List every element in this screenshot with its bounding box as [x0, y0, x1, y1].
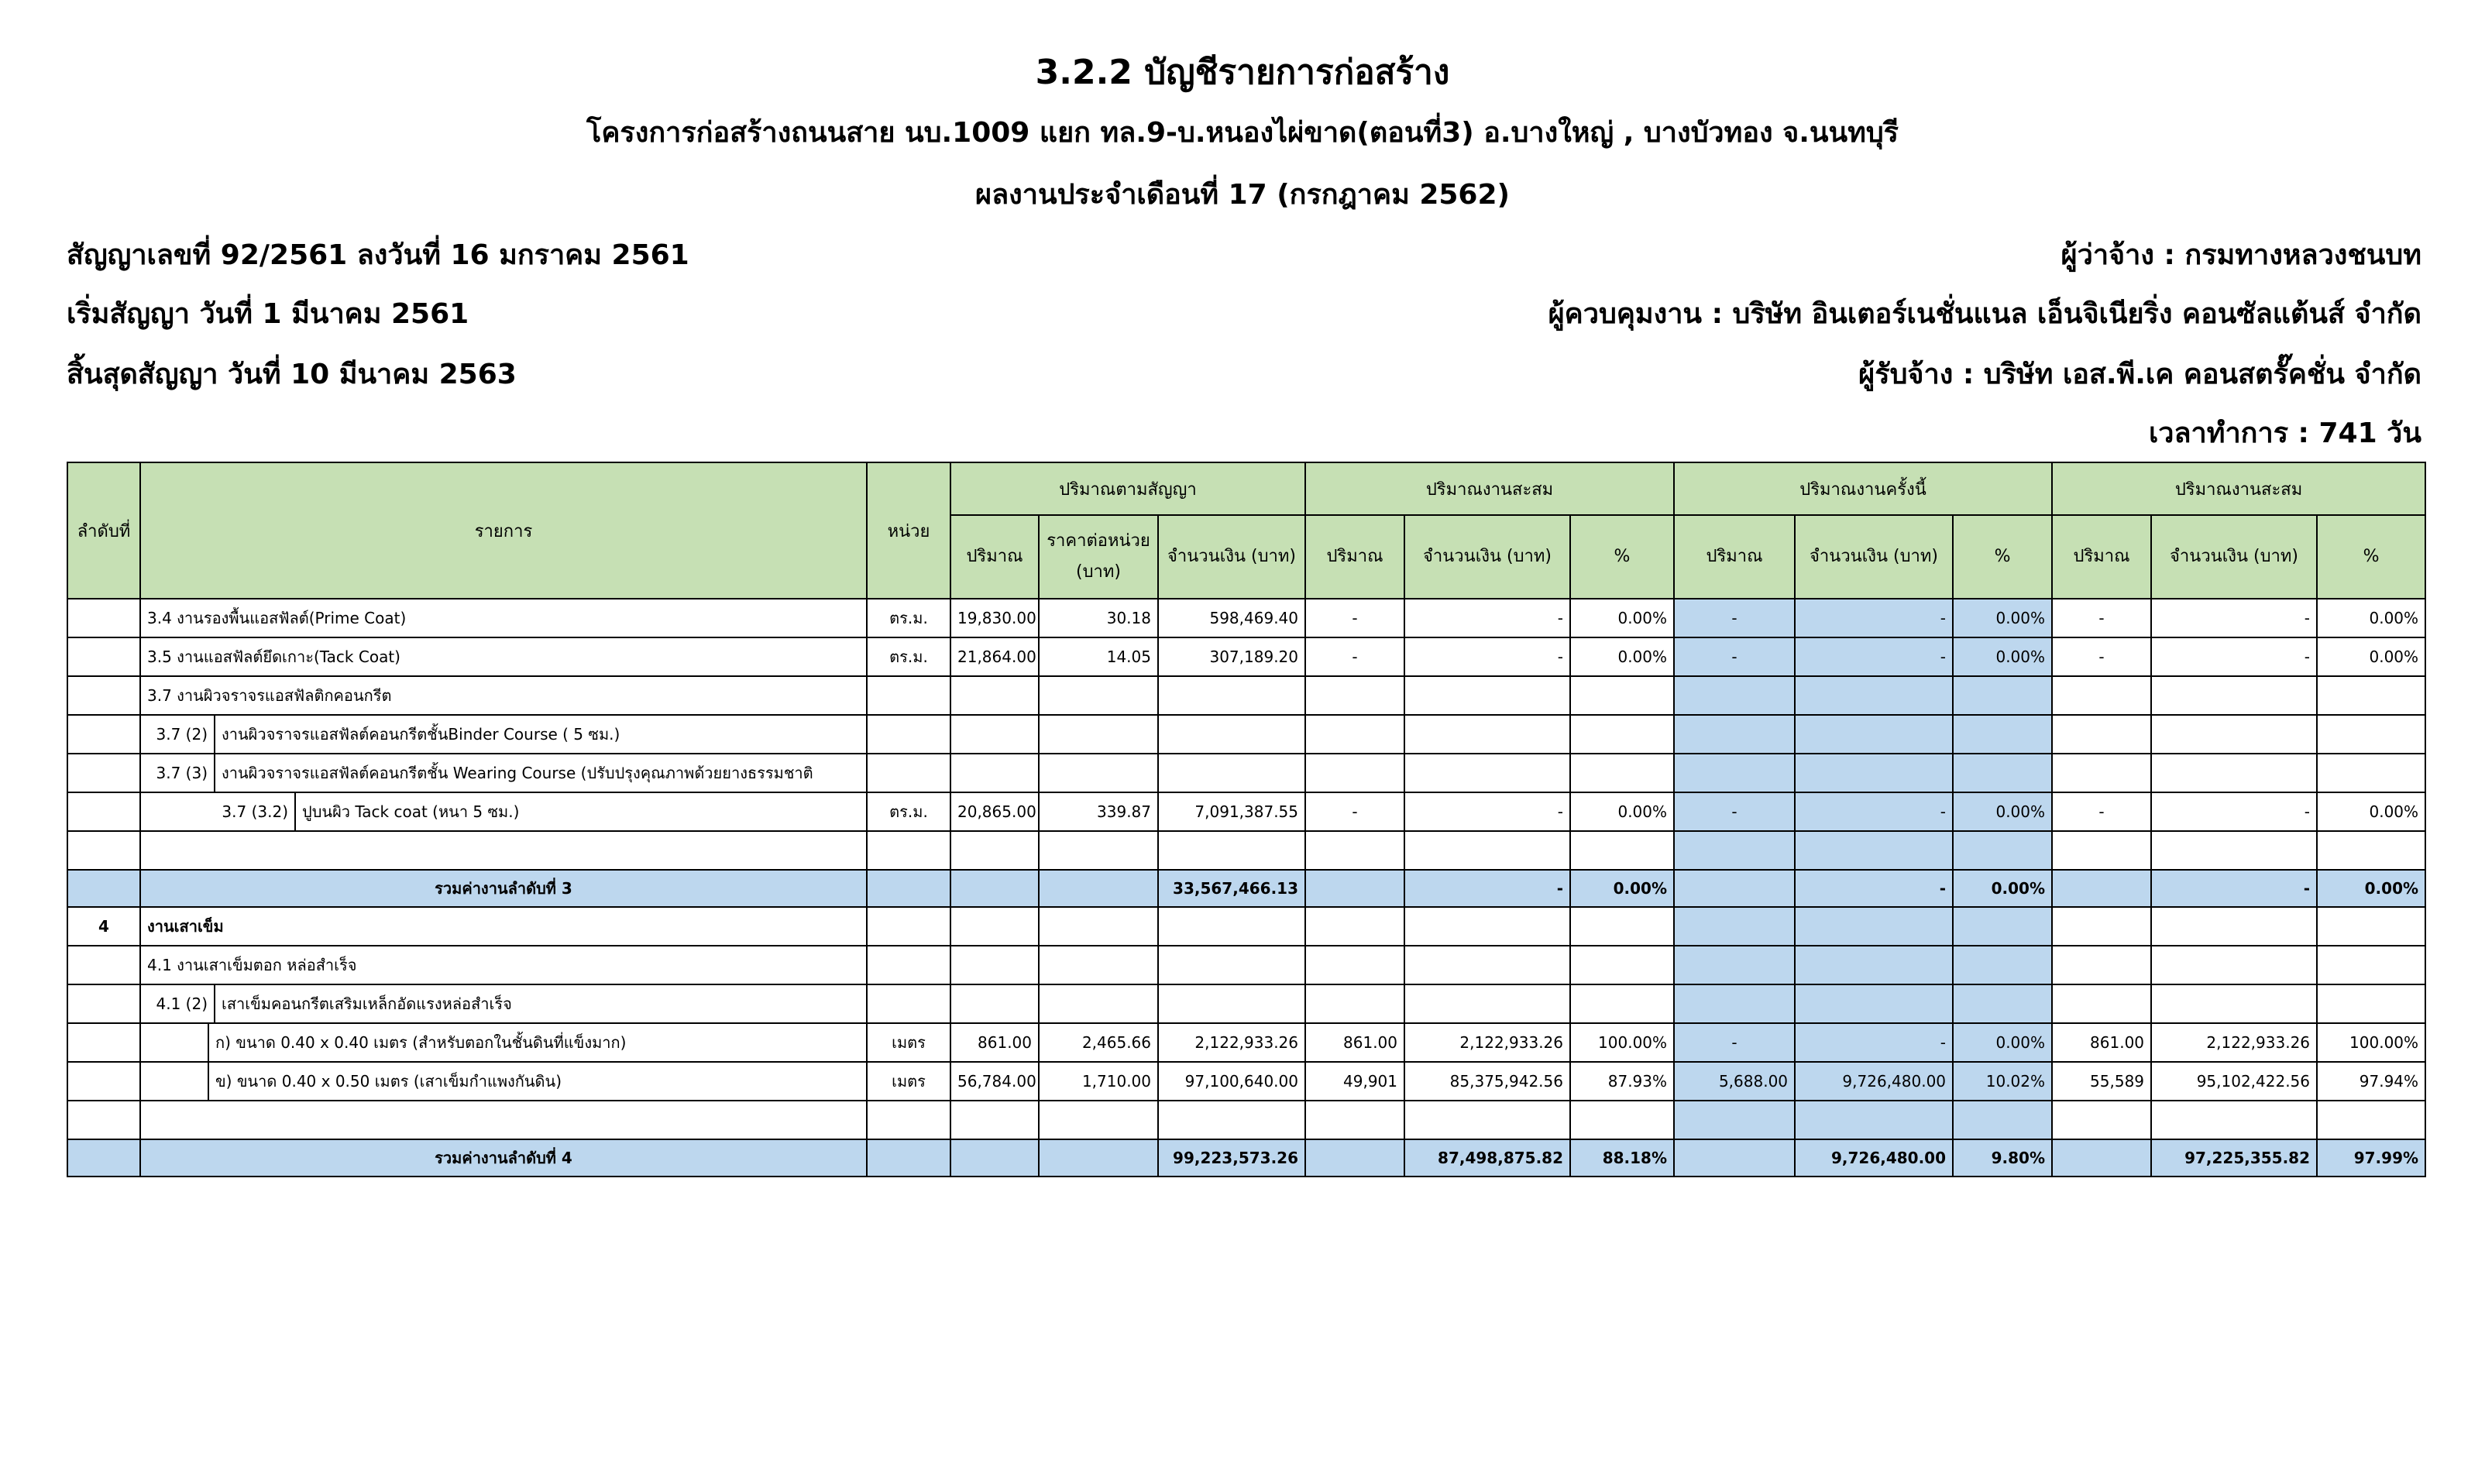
table-header-row [67, 462, 2425, 515]
contract-end: สิ้นสุดสัญญา วันที่ 10 มีนาคม 2563 [67, 359, 517, 390]
item-label: ก) ขนาด 0.40 x 0.40 เมตร (สำหรับตอกในชั้นดินที่แข็งมาก) [140, 1023, 867, 1062]
item-label: ข) ขนาด 0.40 x 0.50 เมตร (เสาเข็มกำแพงกันดิน) [140, 1062, 867, 1101]
table-row [67, 984, 2425, 1023]
col-total-amount: จำนวนเงิน (บาท) [2151, 515, 2317, 599]
contract-number: สัญญาเลขที่ 92/2561 ลงวันที่ 16 มกราคม 2561 [67, 239, 689, 271]
contract-start: เริ่มสัญญา วันที่ 1 มีนาคม 2561 [67, 298, 469, 330]
col-total-qty: ปริมาณ [2052, 515, 2151, 599]
col-this-amount: จำนวนเงิน (บาท) [1795, 515, 1953, 599]
col-group-cumulative-total: ปริมาณงานสะสม [2052, 462, 2425, 515]
item-label: 3.4 งานรองพื้นแอสฟัลต์(Prime Coat) [140, 599, 867, 637]
work-duration: เวลาทำการ : 741 วัน [2148, 417, 2421, 449]
contractor: ผู้รับจ้าง : บริษัท เอส.พี.เค คอนสตรั๊คชั่น จำกัด [1858, 359, 2421, 390]
table-row [67, 715, 2425, 754]
col-amount: จำนวนเงิน (บาท) [1158, 515, 1305, 599]
supervisor: ผู้ควบคุมงาน : บริษัท อินเตอร์เนชั่นแนล เอ็นจิเนียริ่ง คอนซัลแต้นส์ จำกัด [1548, 298, 2421, 330]
item-label: 3.7 (3) งานผิวจราจรแอสฟัลต์คอนกรีตชั้น Wearing Course (ปรับปรุงคุณภาพด้วยยางธรรมชาติ [140, 754, 867, 792]
col-group-cumulative: ปริมาณงานสะสม [1305, 462, 1674, 515]
table-row: 3.5 งานแอสฟัลต์ยึดเกาะ(Tack Coat) ตร.ม. 21,864.00 14.05 307,189.20 - - 0.00% - - 0.00% - - 0.00% [67, 637, 2425, 676]
col-item: รายการ [140, 462, 867, 599]
col-this-qty: ปริมาณ [1674, 515, 1795, 599]
item-label: งานเสาเข็ม [140, 907, 867, 946]
item-label: 4.1 (2) เสาเข็มคอนกรีตเสริมเหล็กอัดแรงหล่อสำเร็จ [140, 984, 867, 1023]
construction-items-table [67, 462, 2426, 1177]
table-row: 4 งานเสาเข็ม [67, 907, 2425, 946]
col-seq: ลำดับที่ [67, 462, 140, 599]
item-label: 3.7 (2) งานผิวจราจรแอสฟัลต์คอนกรีตชั้นBinder Course ( 5 ซม.) [140, 715, 867, 754]
employer: ผู้ว่าจ้าง : กรมทางหลวงชนบท [2061, 239, 2421, 271]
item-label: 3.7 งานผิวจราจรแอสฟัลติกคอนกรีต [140, 676, 867, 715]
item-label: 3.5 งานแอสฟัลต์ยึดเกาะ(Tack Coat) [140, 637, 867, 676]
col-qty: ปริมาณ [950, 515, 1039, 599]
item-label: 3.7 (3.2) ปูบนผิว Tack coat (หนา 5 ซม.) [140, 792, 867, 831]
col-group-contract: ปริมาณตามสัญญา [950, 462, 1305, 515]
table-row: ข) ขนาด 0.40 x 0.50 เมตร (เสาเข็มกำแพงกันดิน) เมตร 56,784.00 1,710.00 97,100,640.00 49,901 85,375,942.56 87.93% 5,688.00 9,726,480.00 10.02% 55,589 95,102,422.56 97.94% [67, 1062, 2425, 1101]
col-group-this-period: ปริมาณงานครั้งนี้ [1674, 462, 2052, 515]
col-this-pct: % [1953, 515, 2052, 599]
item-label: 4.1 งานเสาเข็มตอก หล่อสำเร็จ [140, 946, 867, 984]
col-total-pct: % [2317, 515, 2425, 599]
table-row [67, 946, 2425, 984]
project-name: โครงการก่อสร้างถนนสาย นบ.1009 แยก ทล.9-บ.หนองไผ่ขาด(ตอนที่3) อ.บางใหญ่ , บางบัวทอง จ.นนทบุรี [586, 117, 1899, 149]
table-row [67, 1101, 2425, 1139]
table-row: 3.4 งานรองพื้นแอสฟัลต์(Prime Coat) ตร.ม. 19,830.00 30.18 598,469.40 - - 0.00% - - 0.00% - - 0.00% [67, 599, 2425, 637]
page-title: 3.2.2 บัญชีรายการก่อสร้าง [1035, 53, 1450, 92]
table-row [67, 676, 2425, 715]
table-row [67, 831, 2425, 870]
col-unit: หน่วย [867, 462, 950, 599]
subtotal-row: รวมค่างานลำดับที่ 3 33,567,466.13 - 0.00% - 0.00% - 0.00% [67, 870, 2425, 907]
table-row [67, 754, 2425, 792]
col-unit-price: ราคาต่อหน่วย (บาท) [1039, 515, 1158, 599]
table-row: 3.7 (3.2) ปูบนผิว Tack coat (หนา 5 ซม.) ตร.ม. 20,865.00 339.87 7,091,387.55 - - 0.00% - - 0.00% - - 0.00% [67, 792, 2425, 831]
table-row: ก) ขนาด 0.40 x 0.40 เมตร (สำหรับตอกในชั้นดินที่แข็งมาก) เมตร 861.00 2,465.66 2,122,933.26 861.00 2,122,933.26 100.00% - - 0.00% 861.00 2,122,933.26 100.00% [67, 1023, 2425, 1062]
col-cum-qty: ปริมาณ [1305, 515, 1404, 599]
col-cum-pct: % [1570, 515, 1674, 599]
report-period: ผลงานประจำเดือนที่ 17 (กรกฎาคม 2562) [975, 179, 1510, 211]
col-cum-amount: จำนวนเงิน (บาท) [1404, 515, 1570, 599]
subtotal-row: รวมค่างานลำดับที่ 4 99,223,573.26 87,498,875.82 88.18% 9,726,480.00 9.80% 97,225,355.82 97.99% [67, 1139, 2425, 1177]
